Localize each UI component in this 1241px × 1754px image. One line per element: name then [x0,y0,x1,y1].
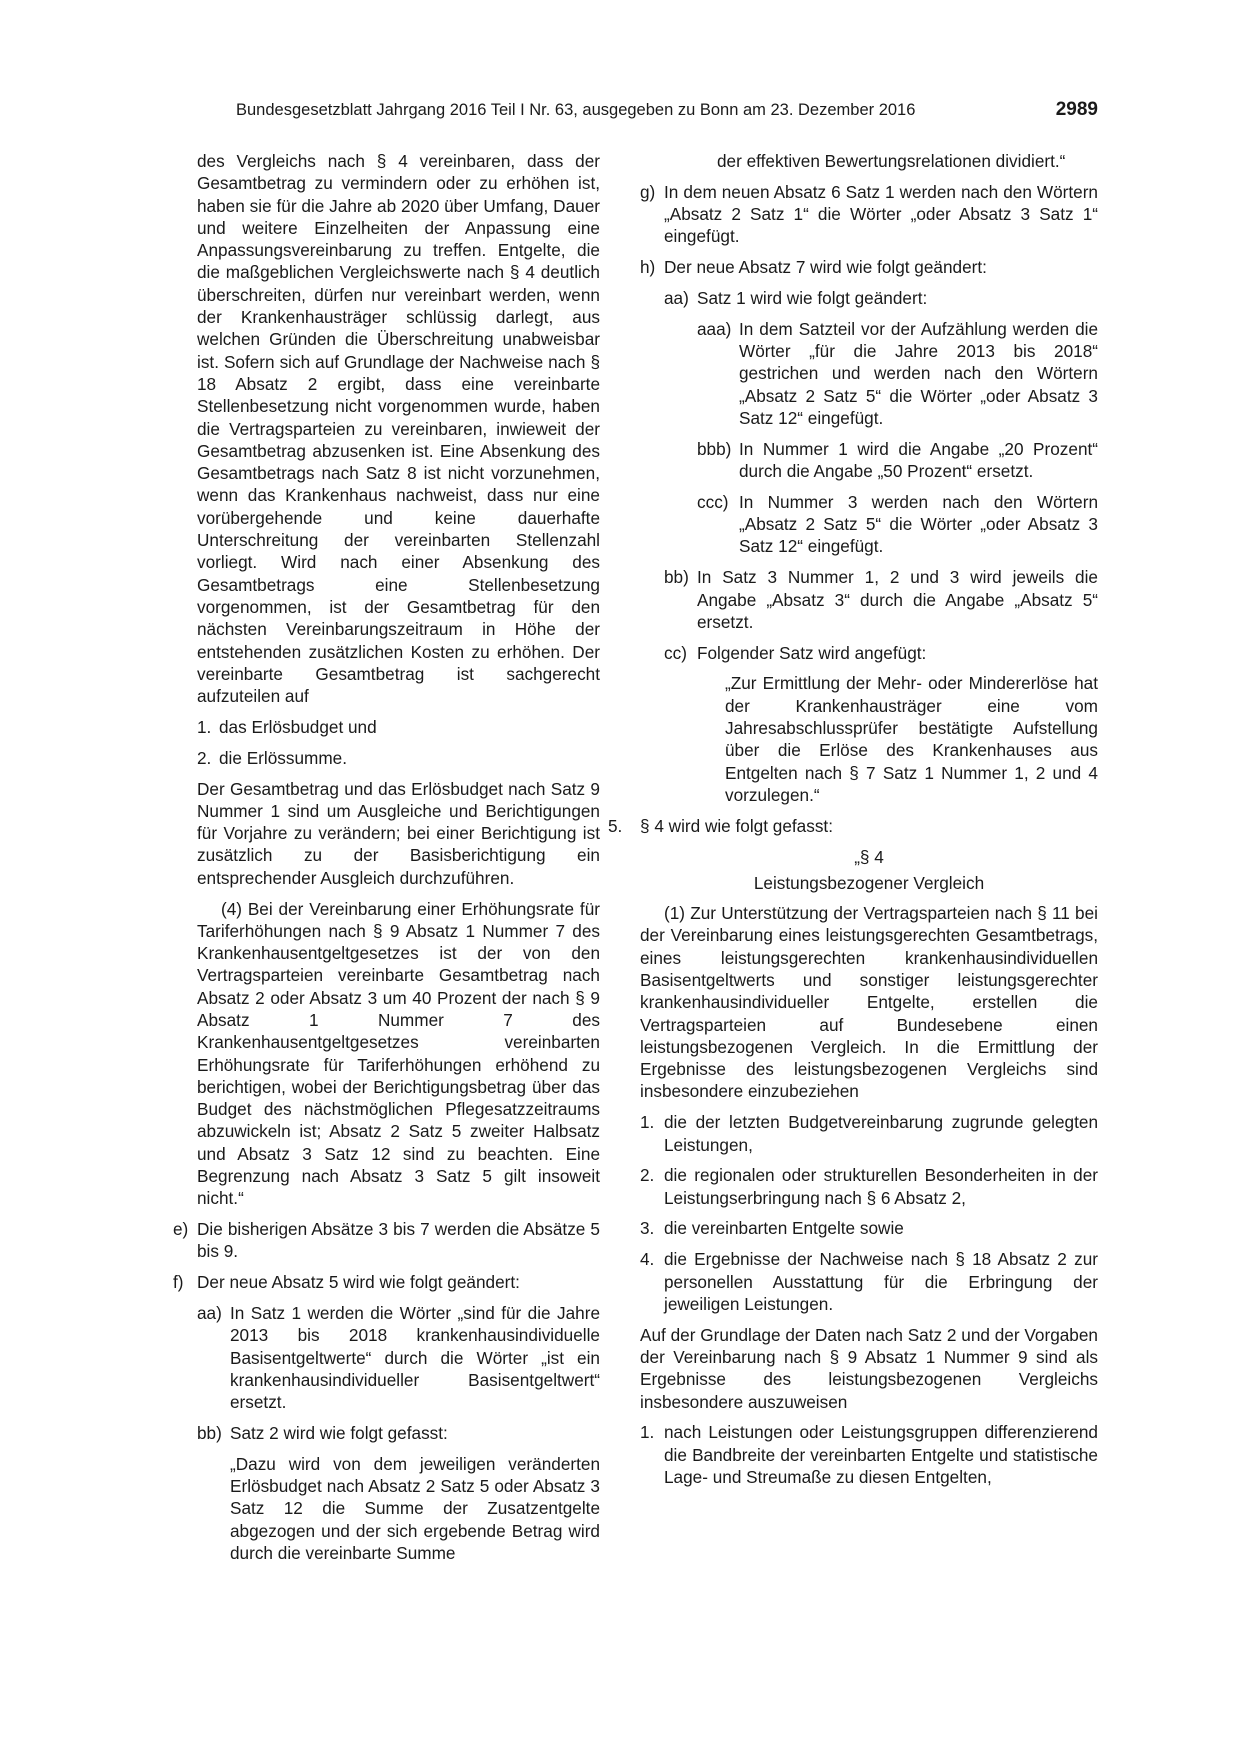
list-text: Der neue Absatz 7 wird wie folgt geändert: [664,257,987,278]
quoted-text: „Dazu wird von dem jeweiligen veränderten Erlösbudget nach Absatz 2 Satz 5 oder Absatz 3 Satz 12 die Summe der Zusatzentgelte abgezogen und der sich ergebende Betrag wird durch die vereinbarte Summe [230,1453,600,1564]
list-item-f-aa [197,1302,600,1413]
list-item-h-aaa [697,318,1098,429]
list-text: die Erlössumme. [219,747,347,768]
list-text: § 4 wird wie folgt gefasst: [640,815,833,836]
list-label: 2. [640,1165,655,1186]
list-text: In Satz 1 werden die Wörter „sind für die Jahre 2013 bis 2018 krankenhausindividuelle Basisentgeltwerte“ durch die Wörter „ist ein krankenhausindividueller Basisentgeltwert“ ersetzt. [230,1303,600,1413]
list-text: In dem neuen Absatz 6 Satz 1 werden nach den Wörtern „Absatz 2 Satz 1“ die Wörter „oder Absatz 3 Satz 1“ eingefügt. [664,181,1098,247]
list-label: 2. [197,747,212,768]
list-text: In dem Satzteil vor der Aufzählung werden die Wörter „für die Jahre 2013 bis 2018“ gestrichen und werden nach den Wörtern „Absatz 2 Satz 5“ die Wörter „oder Absatz 3 Satz 12“ eingefügt. [739,318,1098,428]
list-text: In Satz 3 Nummer 1, 2 und 3 wird jeweils die Angabe „Absatz 3“ durch die Angabe „Absatz 5“ ersetzt. [697,567,1098,632]
paragraph: des Vergleichs nach § 4 vereinbaren, dass der Gesamtbetrag zu vermindern oder zu erhöhen ist, haben sie für die Jahre ab 2020 über Umfang, Dauer und weitere Einzelheiten der Anpassung eine Anpassungsvereinbarung zu treffen. Entgelte, die die maßgeblichen Vergleichswerte nach § 4 deutlich überschreiten, dürfen nur vereinbart werden, wenn der Krankenhausträger schlüssig darlegt, aus welchen Gründen die Überschreitung unabweisbar ist. Sofern sich auf Grundlage der Nachweise nach § 18 Absatz 2 ergibt, dass eine vereinbarte Stellenbesetzung nicht vorgenommen wurde, haben die Vertragsparteien zu vereinbaren, inwieweit der Gesamtbetrag abzusenken ist. Eine Absenkung des Gesamtbetrags nach Satz 8 ist nicht vorzunehmen, wenn das Krankenhaus nachweist, dass nur eine vorübergehende und keine dauerhafte Unterschreitung der vereinbarten Stellenzahl vorliegt. Wird nach einer Absenkung des Gesamtbetrags eine Stellenbesetzung vorgenommen, ist der Gesamtbetrag für den nächsten Vereinbarungszeitraum in Höhe der entstehenden zusätzlichen Kosten zu erhöhen. Der vereinbarte Gesamtbetrag ist sachgerecht aufzuteilen auf [197,151,600,707]
paragraph: Auf der Grundlage der Daten nach Satz 2 und der Vorgaben der Vereinbarung nach § 9 Absatz 1 Nummer 9 sind als Ergebnisse des leistungsbezogenen Vergleichs insbesondere auszuweisen [640,1324,1098,1412]
list-label: aa) [197,1303,222,1324]
list-label: 3. [640,1218,655,1239]
list-label: ccc) [697,491,729,512]
list-item-h-cc [664,642,1098,664]
list-label: f) [173,1272,184,1293]
list-item [197,716,600,738]
list-text: die Ergebnisse der Nachweise nach § 18 Absatz 2 zur personellen Ausstattung für die Erbringung der jeweiligen Leistungen. [664,1249,1098,1314]
list-item [640,1217,1098,1239]
right-column [608,150,1098,1497]
paragraph: (1) Zur Unterstützung der Vertragsparteien nach § 11 bei der Vereinbarung eines leistungsgerechten Gesamtbetrags, eines leistungsgerechten krankenhausindividuellen Basisentgeltwerts und sonstiger leistungsgerechter krankenhausindividueller Entgelte, erstellen die Vertragsparteien auf Bundesebene einen leistungsbezogenen Vergleich. In die Ermittlung der Ergebnisse des leistungsbezogenen Vergleichs sind insbesondere einzubeziehen [640,903,1098,1102]
list-label: bb) [197,1423,222,1444]
paragraph: Der Gesamtbetrag und das Erlösbudget nach Satz 9 Nummer 1 sind um Ausgleiche und Berichtigungen für Vorjahre zu verändern; bei einer Berichtigung ist zusätzlich zu der Basisberichtigung ein entsprechender Ausgleich durchzuführen. [197,778,600,888]
header-text: Bundesgesetzblatt Jahrgang 2016 Teil I Nr. 63, ausgegeben zu Bonn am 23. Dezember 2016 [236,101,916,119]
section-symbol: „§ 4 [854,846,884,867]
paragraph: (4) Bei der Vereinbarung einer Erhöhungsrate für Tariferhöhungen nach § 9 Absatz 1 Nummer 7 des Krankenhausentgeltgesetzes ist der von den Vertragsparteien vereinbarte Gesamtbetrag nach Absatz 2 oder Absatz 3 um 40 Prozent der nach § 9 Absatz 1 Nummer 7 des Krankenhausentgeltgesetzes vereinbarten Erhöhungsrate für Tariferhöhungen erhöhend zu berichtigen, wobei der Berichtigungsbetrag über das Budget des nächstmöglichen Pflegesatzzeitraums abzuwickeln ist; Absatz 2 Satz 5 zweiter Halbsatz und Absatz 3 Satz 12 sind zu beachten. Eine Begrenzung nach Absatz 3 Satz 5 gilt insoweit nicht.“ [197,898,600,1209]
list-label: g) [640,181,656,202]
list-text: Folgender Satz wird angefügt: [697,642,927,663]
page-number: 2989 [1055,99,1098,120]
list-text: die der letzten Budgetvereinbarung zugrunde gelegten Leistungen, [664,1112,1098,1155]
list-item [640,1164,1098,1209]
list-label: cc) [664,642,687,663]
list-item [640,1421,1098,1488]
list-label: 1. [197,716,212,737]
list-item [640,1248,1098,1315]
list-item-h-aa [664,287,1098,309]
quoted-text-continued: der effektiven Bewertungsrelationen dividiert.“ [717,151,1066,171]
list-label: bbb) [697,438,732,459]
list-text: die regionalen oder strukturellen Besonderheiten in der Leistungserbringung nach § 6 Absatz 2, [664,1165,1098,1208]
list-item-f [173,1271,600,1293]
list-label: bb) [664,567,689,588]
list-item-e [173,1218,600,1263]
list-item-5 [608,815,1098,837]
list-item-g [640,181,1098,248]
list-text: Satz 2 wird wie folgt gefasst: [230,1423,448,1444]
section-title: Leistungsbezogener Vergleich [753,872,985,893]
list-label: 1. [640,1112,655,1133]
list-text: In Nummer 1 wird die Angabe „20 Prozent“ durch die Angabe „50 Prozent“ ersetzt. [739,438,1098,482]
left-column [173,150,600,1573]
list-item-h-bb [664,566,1098,633]
list-label: aaa) [697,318,732,339]
list-item-h-ccc [697,491,1098,558]
list-item [640,1111,1098,1156]
list-label: h) [640,257,656,278]
list-text: nach Leistungen oder Leistungsgruppen differenzierend die Bandbreite der vereinbarten Entgelte und statistische Lage- und Streumaße zu diesen Entgelten, [664,1422,1098,1487]
list-text: Die bisherigen Absätze 3 bis 7 werden die Absätze 5 bis 9. [197,1219,600,1262]
list-label: 4. [640,1249,655,1270]
list-label: e) [173,1219,189,1240]
list-label: 1. [640,1422,655,1443]
list-text: das Erlösbudget und [219,716,377,737]
list-label: aa) [664,287,689,308]
list-item-h [640,256,1098,278]
list-label: 5. [608,815,623,836]
list-text: Der neue Absatz 5 wird wie folgt geändert: [197,1272,520,1293]
list-text: die vereinbarten Entgelte sowie [664,1218,904,1239]
page-header [236,99,1098,125]
list-text: Satz 1 wird wie folgt geändert: [697,287,928,308]
list-item-h-bbb [697,438,1098,483]
list-text: In Nummer 3 werden nach den Wörtern „Absatz 2 Satz 5“ die Wörter „oder Absatz 3 Satz 12“ eingefügt. [739,491,1098,557]
list-item [197,747,600,769]
list-item-f-bb [197,1422,600,1444]
quoted-text: „Zur Ermittlung der Mehr- oder Mindererlöse hat der Krankenhausträger eine vom Jahresabschlussprüfer bestätigte Aufstellung über die Erlöse des Krankenhauses aus Entgelten nach § 7 Satz 1 Nummer 1, 2 und 4 vorzulegen.“ [725,673,1098,805]
